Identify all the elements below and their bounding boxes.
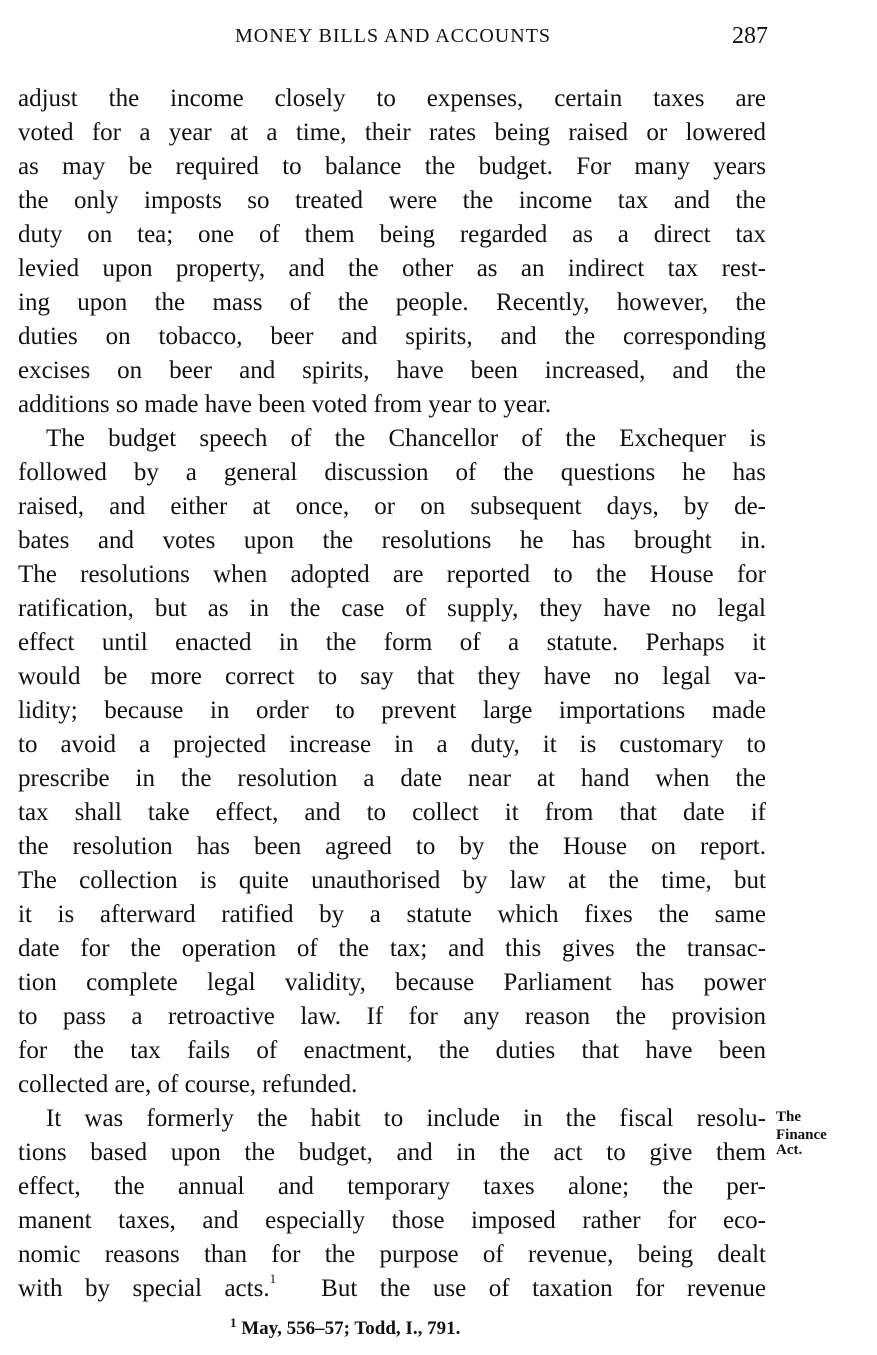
text-line: prescribe in the resolution a date near at hand when the (18, 765, 766, 792)
text-line: ratification, but as in the case of supply, they have no legal (18, 595, 766, 622)
margin-note-line: Act. (776, 1142, 803, 1158)
text-line: The collection is quite unauthorised by law at the time, but (18, 867, 766, 894)
text-line: effect until enacted in the form of a statute. Perhaps it (18, 629, 766, 656)
footnote-text: May, 556–57; Todd, I., 791. (241, 1318, 461, 1339)
page-number: 287 (732, 23, 768, 49)
text-line: voted for a year at a time, their rates being raised or lowered (18, 119, 766, 146)
text-segment: But the use of taxation for revenue (321, 1275, 767, 1302)
text-line: excises on beer and spirits, have been increased, and the (18, 357, 766, 384)
text-line: for the tax fails of enactment, the duties that have been (18, 1037, 766, 1064)
text-line: to pass a retroactive law. If for any reason the provision (18, 1003, 766, 1030)
text-line: as may be required to balance the budget. For many years (18, 153, 766, 180)
text-line: duty on tea; one of them being regarded as a direct tax (18, 221, 766, 248)
text-line: additions so made have been voted from year to year. (18, 391, 552, 418)
text-line: raised, and either at once, or on subsequent days, by de- (18, 493, 766, 520)
text-line: the resolution has been agreed to by the House on report. (18, 833, 766, 860)
text-line: collected are, of course, refunded. (18, 1071, 358, 1098)
text-line: tax shall take effect, and to collect it from that date if (18, 799, 766, 826)
text-line-with-footnote-ref (18, 1272, 766, 1306)
text-line: bates and votes upon the resolutions he has brought in. (18, 527, 766, 554)
margin-note (776, 1110, 866, 1158)
text-line: to avoid a projected increase in a duty, it is customary to (18, 731, 766, 758)
text-line: manent taxes, and especially those imposed rather for eco- (18, 1207, 766, 1234)
footnote (230, 1316, 460, 1342)
text-segment: with by special acts. (18, 1275, 270, 1302)
text-line: lidity; because in order to prevent large importations made (18, 697, 766, 724)
text-line: nomic reasons than for the purpose of revenue, being dealt (18, 1241, 766, 1268)
text-line: date for the operation of the tax; and this gives the transac- (18, 935, 766, 962)
text-line: would be more correct to say that they have no legal va- (18, 663, 766, 690)
text-line: effect, the annual and temporary taxes alone; the per- (18, 1173, 766, 1200)
text-line: ing upon the mass of the people. Recently, however, the (18, 289, 766, 316)
footnote-marker: 1 (230, 1315, 237, 1330)
text-line: tions based upon the budget, and in the act to give them (18, 1139, 766, 1166)
text-line: The resolutions when adopted are reported to the House for (18, 561, 766, 588)
body-text (18, 82, 766, 1306)
text-line: The budget speech of the Chancellor of the Exchequer is (46, 425, 766, 452)
margin-note-line: Finance (776, 1127, 827, 1143)
text-line: followed by a general discussion of the questions he has (18, 459, 766, 486)
footnote-reference[interactable]: 1 (269, 1271, 277, 1286)
text-line: levied upon property, and the other as an indirect tax rest- (18, 255, 766, 282)
text-line: the only imposts so treated were the income tax and the (18, 187, 766, 214)
text-line: tion complete legal validity, because Parliament has power (18, 969, 766, 996)
margin-note-line: The (776, 1109, 802, 1125)
running-title: MONEY BILLS AND ACCOUNTS (234, 25, 552, 47)
running-head (18, 20, 768, 52)
text-line: it is afterward ratified by a statute which fixes the same (18, 901, 766, 928)
text-line: It was formerly the habit to include in the fiscal resolu- (46, 1105, 766, 1132)
text-line: adjust the income closely to expenses, certain taxes are (18, 85, 766, 112)
text-line: duties on tobacco, beer and spirits, and the corresponding (18, 323, 766, 350)
